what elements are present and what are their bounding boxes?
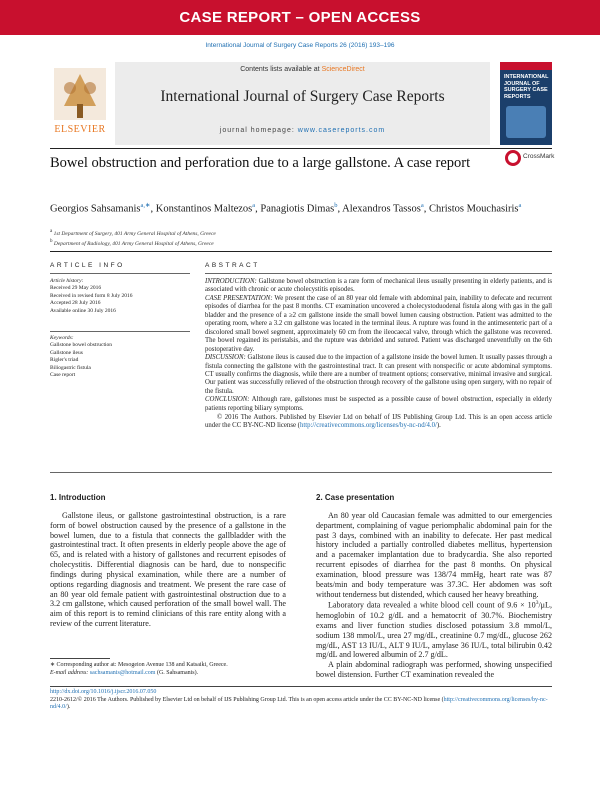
cover-title: INTERNATIONAL JOURNAL OF SURGERY CASE REPORTS [504,74,549,100]
bottom-divider [50,686,552,687]
affiliation-divider [50,251,552,252]
article-info-rule [50,273,190,274]
case-paragraph: A plain abdominal radiograph was performed, showing unspecified bowel distension. Further CT examination revealed the [316,660,552,680]
journal-citation-link[interactable]: International Journal of Surgery Case Reports 26 (2016) 193–196 [205,42,395,49]
article-info-heading: ARTICLE INFO [50,262,125,269]
introduction-text: Gallstone ileus, or gallstone gastrointestinal obstruction, is a rare form of bowel obstruction caused by the presence of a gallstone in the bowel lumen, due to a fistula that connects the gallbladder with the gastrointestinal tract. It often presents in elderly people above the age of 65, and is related with a history of gallstones and recurrent episodes of cholecystitis. Differential diagnosis can be hard, due to nonspecific findings during physical examination, while there are a number of options regarding diagnosis and treatment. We present the rare case of an 80 year old female patient with gastrointestinal obstruction due to a 3.2 cm gallstone, which caused perforation of the small bowel wall. The aim of this report is to remind clinicians of this rare entity along with a review of the current literature. [50,510,286,629]
elsevier-wordmark: ELSEVIER [54,124,106,135]
journal-cover-image [500,62,552,145]
case-paragraph: Laboratory data revealed a white blood cell count of $9.6 \times 10^3/\mu L$, hemoglobin of 10.2 g/dL and a hematocrit of 30.7%. Biochemistry exams and liver function studies disclosed potassium 3.8 mmol/L, sodium 138 mmol/L, urea 27 mg/dL, creatinine 0.7 mg/dL, glucose 262 mg/dL, AST 13 IU/L, ALT 9 IU/L, amylase 36 IU/L, total bilirubin 0.42 mg/dL and lowered albumin of 2.7 g/dL. [316,600,552,660]
case-heading: 2. Case presentation [316,493,395,502]
author-link[interactable]: Alexandros Tassos [342,203,421,215]
journal-title: International Journal of Surgery Case Reports [160,88,445,105]
author-link[interactable]: Christos Mouchasiris [428,203,519,215]
author-link[interactable]: Georgios Sahsamanis [50,203,141,215]
homepage-link[interactable]: www.casereports.com [297,127,386,134]
footnote-divider [50,658,110,659]
keywords-rule [50,331,190,332]
keywords: Keywords: Gallstone bowel obstruction Gallstone ileus Rigler's triad Biliogastric fistula Case report [50,335,113,379]
crossmark-icon [505,150,521,166]
introduction-section [50,493,286,629]
sciencedirect-link[interactable]: ScienceDirect [321,66,365,73]
case-paragraph: An 80 year old Caucasian female was admitted to our emergencies department, complaining of vague periomphalic abdominal pain for the past 3 days, combined with an inability to defecate. Her past medical history included a partially controlled diabetes mellitus, hypertension and a pacemaker implantation due to bradycardia. She also reported recurrent episodes of diarrhea for the past 8 months. On physical examination, blood pressure was 138/74 mmHg, heart rate was 87 beats/min and body temperature was 37.3C. Her abdomen was soft without tenderness but distended, which caused her heavy breathing. [316,510,552,599]
doi-link[interactable]: http://dx.doi.org/10.1016/j.ijscr.2016.07.050 [50,689,157,695]
abstract-heading: ABSTRACT [205,262,260,269]
contents-line: Contents lists available at ScienceDirect [240,66,365,73]
article-title: Bowel obstruction and perforation due to a large gallstone. A case report [50,155,471,171]
doi-license-block: http://dx.doi.org/10.1016/j.ijscr.2016.07.050 2210-2612/© 2016 The Authors. Published by Elsevier Ltd on behalf of IJS Publishing Group Ltd. This is an open access article under the CC BY-NC-ND license (http://creativecommons.org/licenses/by-nc-nd/4.0/). [50,689,552,712]
affiliations: $^a$ 1st Department of Surgery, 401 Army General Hospital of Athens, Greece $^b$ Department of Radiology, 401 Army General Hospital of Athens, Greece [50,229,216,247]
header-divider [50,148,552,149]
author-link[interactable]: Konstantinos Maltezos [155,203,253,215]
author-list: Georgios Sahsamanis$^{a,∗}$, Konstantinos Maltezos$^a$, Panagiotis Dimas$^b$, Alexandros Tassos$^a$, Christos Mouchasiris$^a$ [50,202,522,215]
corresponding-author-footnote: ∗ Corresponding author at: Mesogeion Avenue 138 and Katsaiki, Greece. E-mail address: sachsamanis@hotmail.com (G. Sahsamanis). [50,662,228,676]
journal-homepage: journal homepage: www.casereports.com [219,127,386,134]
introduction-heading: 1. Introduction [50,493,106,502]
email-link[interactable]: sachsamanis@hotmail.com [89,670,156,676]
open-access-banner: CASE REPORT – OPEN ACCESS [0,0,600,35]
abstract-divider [50,472,552,473]
author-link[interactable]: Panagiotis Dimas [260,203,335,215]
doi-license-link[interactable]: http://creativecommons.org/licenses/by-nc-nd/4.0/ [50,696,548,711]
abstract-body: INTRODUCTION: Gallstone bowel obstruction is a rare form of mechanical ileus usually presenting in elderly patients, and is associated with chronic or acute cholecystitis episodes. CASE PRESENTATION: We present the case of an 80 year old female with abdominal pain, inability to defecate and recurrent episodes of diarrhea for the past 8 months. CT examination uncovered a cholecystoduodenal fistula along with gas in the gall bladder and the presence of a ≥2 cm gallstone inside the small bowel lumen causing obstruction. Patient was admitted to the operating room, where a 3.2 cm gallstone was located in the terminal ileus. A rupture was found in the antimesenteric part of a discolored small bowel segment, approximately 60 cm from the ileocaecal valve, through which the gallstone was recovered. The bowel regained its peristalsis, and the rupture was debrided and sutured. Patient was discharged uneventfully on the 6th postoperative day. DISCUSSION: Gallstone ileus is caused due to the impaction of a gallstone inside the bowel lumen. It usually passes through a fistula connecting the gallstone with the gastrointestinal tract. It can present with nonspecific or acute abdominal symptoms. CT usually confirms the diagnosis, while there are a number of treatment options; conservative, minimal invasive and surgical. Our patient was successfully relieved of the obstruction through recovery of the gallstone using open surgery, with no repair of the fistula. CONCLUSION: Although rare, gallstones must be suspected as a possible cause of bowel obstruction, especially in elderly patients reporting biliary symptoms. © 2016 The Authors. Published by Elsevier Ltd on behalf of IJS Publishing Group Ltd. This is an open access article under the CC BY-NC-ND license (http://creativecommons.org/licenses/by-nc-nd/4.0/). [205,278,553,430]
crossmark-label: CrossMark [523,153,555,160]
crossmark-button[interactable] [505,148,555,168]
case-presentation-section [316,493,552,680]
article-history: Article history: Received 29 May 2016 Received in revised form 8 July 2016 Accepted 28 July 2016 Available online 30 July 2016 [50,278,133,314]
license-link[interactable]: http://creativecommons.org/licenses/by-nc-nd/4.0/ [299,422,437,430]
abstract-rule-top [205,273,552,274]
